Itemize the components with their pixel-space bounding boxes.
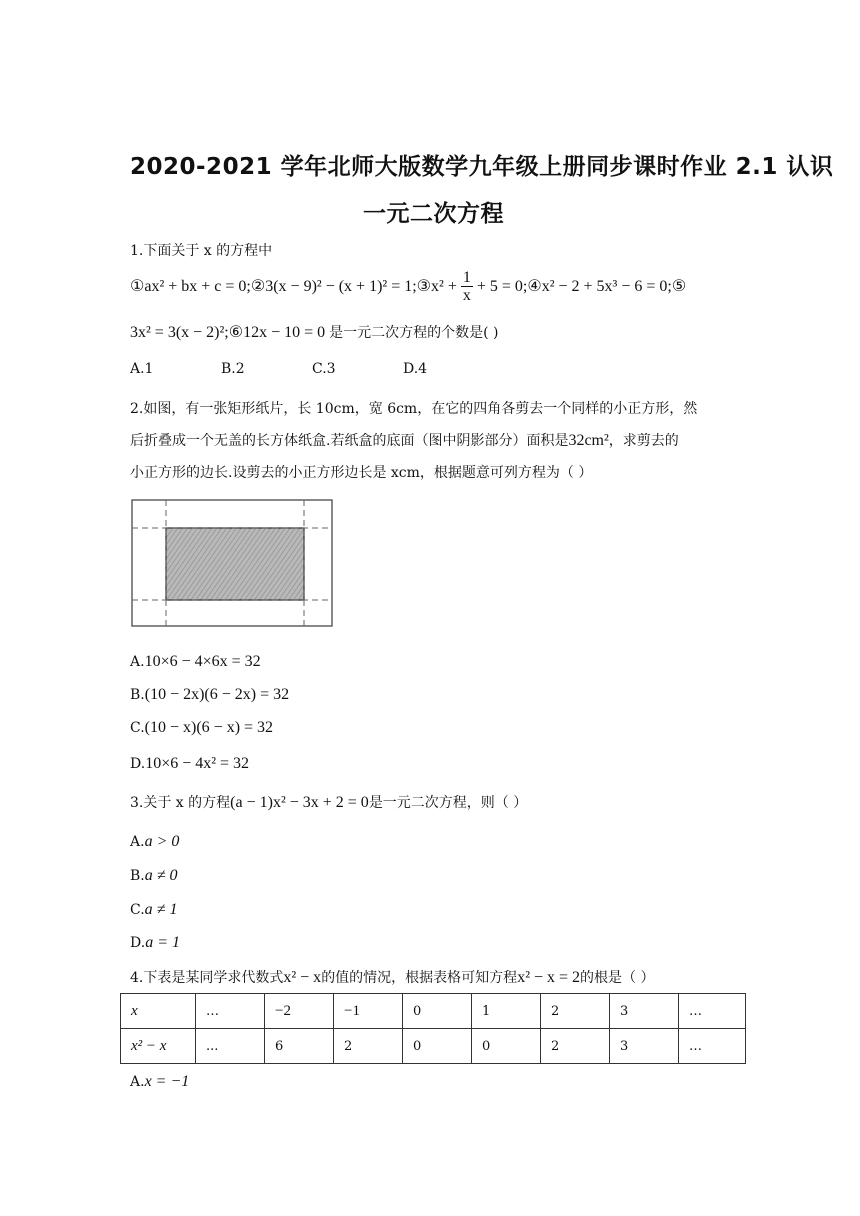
values-table — [120, 993, 746, 1064]
q4-option-a[interactable]: A.x = −1 — [130, 1073, 190, 1090]
page-title-line2: 一元二次方程 — [363, 201, 504, 227]
q2-stem-line1: 2.如图，有一张矩形纸片，长 10cm，宽 6cm，在它的四角各剪去一个同样的小正方形，然 — [130, 401, 698, 417]
q4-stem: 4.下表是某同学求代数式x² − x的值的情况，根据表格可知方程x² − x = 2的根是（ ） — [130, 969, 655, 986]
q3-option-b[interactable]: B.a ≠ 0 — [130, 867, 178, 884]
q2-option-d[interactable]: D.10×6 − 4x² = 32 — [130, 755, 250, 772]
page-title: 2020-2021 学年北师大版数学九年级上册同步课时作业 2.1 认识 — [130, 154, 834, 180]
q1-stem: 1.下面关于 x 的方程中 — [130, 243, 273, 259]
q2-stem-line2: 后折叠成一个无盖的长方体纸盒.若纸盒的底面（图中阴影部分）面积是32cm²，求剪去的 — [130, 432, 679, 449]
q2-option-a[interactable]: A.10×6 − 4×6x = 32 — [130, 653, 261, 670]
table-row: x … −2 −1 0 1 2 3 … — [121, 994, 746, 1029]
q2-option-b[interactable]: B.(10 − 2x)(6 − 2x) = 32 — [130, 686, 290, 703]
q2-stem-line3: 小正方形的边长.设剪去的小正方形边长是 xcm，根据题意可列方程为（ ） — [130, 465, 593, 481]
paper-box-figure — [130, 498, 336, 630]
q1-option-a[interactable]: A.1 — [130, 361, 154, 377]
q1-equations-line: ①ax² + bx + c = 0;②3(x − 9)² − (x + 1)² = 1;③x² + $\frac{1}{x}$ + 5 = 0;④x² − 2 + 5x³ − 6 = 0;⑤ — [130, 269, 687, 304]
q1-equations-line-2: 3x² = 3(x − 2)²;⑥12x − 10 = 0 是一元二次方程的个数是( ) — [130, 324, 499, 341]
q3-option-a[interactable]: A.a > 0 — [130, 833, 180, 850]
q1-option-c[interactable]: C.3 — [312, 361, 336, 377]
q1-option-b[interactable]: B.2 — [221, 361, 245, 377]
q1-option-d[interactable]: D.4 — [403, 361, 428, 377]
q3-option-c[interactable]: C.a ≠ 1 — [130, 901, 178, 918]
q3-stem: 3.关于 x 的方程(a − 1)x² − 3x + 2 = 0是一元二次方程，则（ ） — [130, 794, 528, 811]
q3-option-d[interactable]: D.a = 1 — [130, 934, 180, 951]
shaded-base — [166, 528, 304, 600]
fraction: $\frac{1}{x}$ — [462, 269, 471, 304]
table-row: x² − x ... 6 2 0 0 2 3 … — [121, 1029, 746, 1064]
q2-option-c[interactable]: C.(10 − x)(6 − x) = 32 — [130, 719, 274, 736]
